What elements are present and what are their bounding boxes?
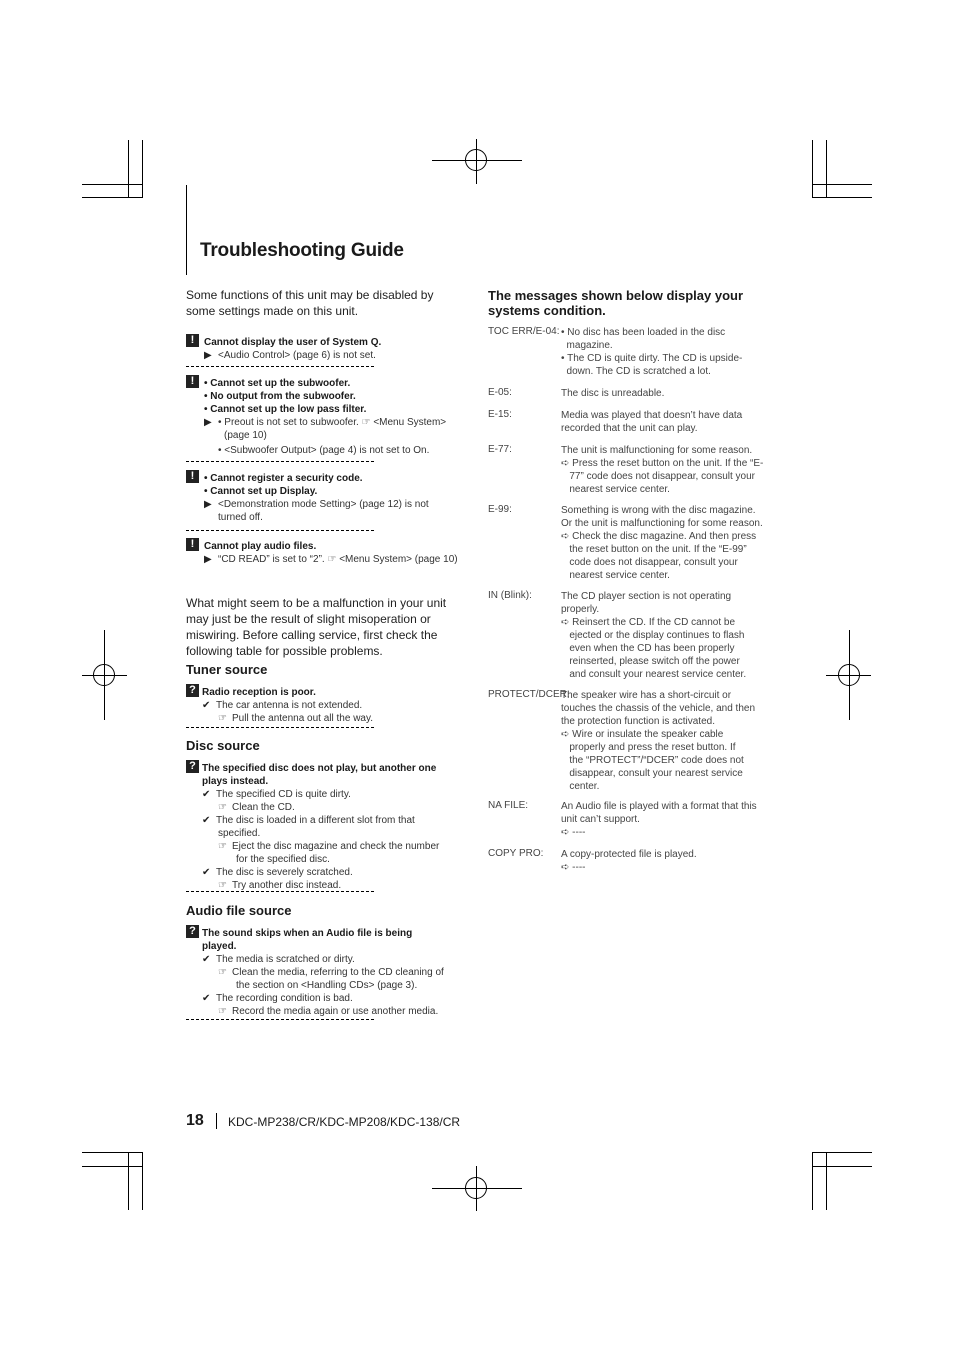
section-heading-audio: Audio file source [186,903,292,918]
warning-icon: ! [186,470,199,483]
message-code: COPY PRO: [488,848,544,859]
message-line: magazine. [561,340,613,351]
message-line: disappear, consult your nearest service [561,768,743,779]
divider [186,461,374,462]
message-line: A copy-protected file is played. [561,849,697,860]
check-icon: ✔ [202,815,211,826]
message-line: • The CD is quite dirty. The CD is upside- [561,353,743,364]
cause-text: The recording condition is bad. [216,993,353,1004]
cause-text: The disc is loaded in a different slot from that [216,815,415,826]
check-icon: ✔ [202,954,211,965]
message-line: nearest service center. [561,570,670,581]
message-line: Media was played that doesn’t have data [561,410,743,421]
pointing-hand-icon: ☞ [218,967,227,978]
arrow-icon: ▶ [204,499,212,510]
disabled-item-2 [204,377,464,457]
message-description [561,590,773,681]
check-icon: ✔ [202,700,211,711]
question-icon: ? [186,925,199,938]
cause-text: The disc is severely scratched. [216,867,353,878]
message-line: 77” code does not disappear, consult your [561,471,756,482]
message-code: E-99: [488,504,512,515]
messages-heading: The messages shown below display your systems condition. [488,288,744,318]
disabled-item-4 [204,540,466,566]
check-icon: ✔ [202,993,211,1004]
footer-separator [216,1113,217,1129]
message-line: The disc is unreadable. [561,388,665,399]
remedy-text: Clean the CD. [232,802,295,813]
item-heading: • Cannot set up Display. [204,486,318,497]
message-code: IN (Blink): [488,590,532,601]
remedy-text: for the specified disc. [236,854,330,865]
pointing-hand-icon: ☞ [218,841,227,852]
item-heading: Cannot display the user of System Q. [204,337,382,348]
problem-text: Radio reception is poor. [202,687,316,698]
check-icon: ✔ [202,867,211,878]
message-line: Something is wrong with the disc magazine. [561,505,756,516]
item-note: • <Subwoofer Output> (page 4) is not set to On. [218,445,430,456]
message-line: the “PROTECT”/“DCER” code does not [561,755,744,766]
item-heading: • Cannot set up the subwoofer. [204,378,351,389]
message-description [561,689,773,793]
message-line: ➪ Check the disc magazine. And then press [561,531,757,542]
warning-icon: ! [186,538,199,551]
item-heading: • Cannot set up the low pass filter. [204,404,367,415]
cause-text: specified. [218,828,261,839]
message-line: the reset button on the unit. If the “E-99” [561,544,747,555]
divider [186,727,374,728]
remedy-text: Eject the disc magazine and check the number [232,841,440,852]
cause-text: The car antenna is not extended. [216,700,363,711]
remedy-text: Record the media again or use another media. [232,1006,439,1017]
message-line: the protection function is activated. [561,716,715,727]
message-line: recorded that the unit can play. [561,423,698,434]
message-line: nearest service center. [561,484,670,495]
message-description [561,800,773,839]
section-heading-disc: Disc source [186,738,260,753]
item-heading: Cannot play audio files. [204,541,317,552]
message-line: properly and press the reset button. If [561,742,736,753]
message-line: properly. [561,604,600,615]
question-icon: ? [186,760,199,773]
remedy-text: the section on <Handling CDs> (page 3). [236,980,418,991]
item-note: • Preout is not set to subwoofer. ☞ <Menu System> [218,417,447,428]
item-note: (page 10) [224,430,267,441]
malfunction-intro: What might seem to be a malfunction in your unit may just be the result of slight misoperation or miswiring. Before calling service, first check the following table for possible problems. [186,596,447,658]
arrow-icon: ▶ [204,417,212,428]
message-line: Or the unit is malfunctioning for some reason. [561,518,763,529]
disabled-item-3 [204,472,464,524]
question-icon: ? [186,684,199,697]
page-title: Troubleshooting Guide [200,240,404,261]
message-code: E-05: [488,387,512,398]
message-description [561,409,773,435]
divider [186,366,374,367]
message-code: TOC ERR/E-04: [488,326,560,337]
message-line: touches the chassis of the vehicle, and then [561,703,756,714]
message-line: and consult your nearest service center. [561,669,747,680]
message-line: down. The CD is scratched a lot. [561,366,711,377]
item-note: “CD READ” is set to “2”. ☞ <Menu System> (page 10) [218,554,458,565]
title-rule [186,185,187,275]
divider [186,891,374,892]
message-line: code does not disappear, consult your [561,557,738,568]
remedy-text: Try another disc instead. [232,880,342,891]
item-note: <Audio Control> (page 6) is not set. [218,350,376,361]
intro-text: Some functions of this unit may be disabled by some settings made on this unit. [186,288,434,318]
disabled-item-1 [204,336,464,362]
cause-text: The specified CD is quite dirty. [216,789,351,800]
message-line: The CD player section is not operating [561,591,732,602]
message-description [561,504,773,582]
divider [186,1019,374,1020]
message-line: ➪ ---- [561,827,586,838]
model-number: KDC-MP238/CR/KDC-MP208/KDC-138/CR [228,1115,461,1129]
arrow-icon: ▶ [204,554,212,565]
pointing-hand-icon: ☞ [218,713,227,724]
message-line: The unit is malfunctioning for some reason. [561,445,753,456]
message-line: ➪ Press the reset button on the unit. If the “E- [561,458,764,469]
message-line: ejected or the display continues to flash [561,630,745,641]
message-description [561,387,773,400]
message-code: NA FILE: [488,800,529,811]
message-code: E-77: [488,444,512,455]
problem-text: played. [202,941,237,952]
message-line: ➪ ---- [561,862,586,873]
message-line: unit can’t support. [561,814,640,825]
message-description [561,444,773,496]
arrow-icon: ▶ [204,350,212,361]
message-line: reinserted, please switch off the power [561,656,740,667]
pointing-hand-icon: ☞ [218,880,227,891]
remedy-text: Clean the media, referring to the CD cleaning of [232,967,444,978]
divider [186,530,374,531]
page-number: 18 [186,1112,204,1129]
message-line: even when the CD has been properly [561,643,735,654]
pointing-hand-icon: ☞ [218,802,227,813]
message-code: PROTECT/DCER: [488,689,570,700]
message-line: ➪ Reinsert the CD. If the CD cannot be [561,617,736,628]
message-line: The speaker wire has a short-circuit or [561,690,732,701]
item-note: <Demonstration mode Setting> (page 12) is not [218,499,429,510]
message-line: An Audio file is played with a format that this [561,801,757,812]
tuner-problem [202,686,464,725]
message-code: E-15: [488,409,512,420]
item-note: turned off. [218,512,263,523]
warning-icon: ! [186,375,199,388]
remedy-text: Pull the antenna out all the way. [232,713,374,724]
message-description [561,326,773,378]
problem-text: The sound skips when an Audio file is being [202,928,413,939]
item-heading: • No output from the subwoofer. [204,391,356,402]
disc-problem [202,762,464,892]
message-description [561,848,773,874]
audio-problem [202,927,464,1018]
cause-text: The media is scratched or dirty. [216,954,355,965]
warning-icon: ! [186,334,199,347]
pointing-hand-icon: ☞ [218,1006,227,1017]
item-heading: • Cannot register a security code. [204,473,363,484]
section-heading-tuner: Tuner source [186,662,268,677]
problem-text: The specified disc does not play, but another one [202,763,437,774]
message-line: ➪ Wire or insulate the speaker cable [561,729,724,740]
check-icon: ✔ [202,789,211,800]
message-line: center. [561,781,600,792]
problem-text: plays instead. [202,776,269,787]
message-line: • No disc has been loaded in the disc [561,327,726,338]
